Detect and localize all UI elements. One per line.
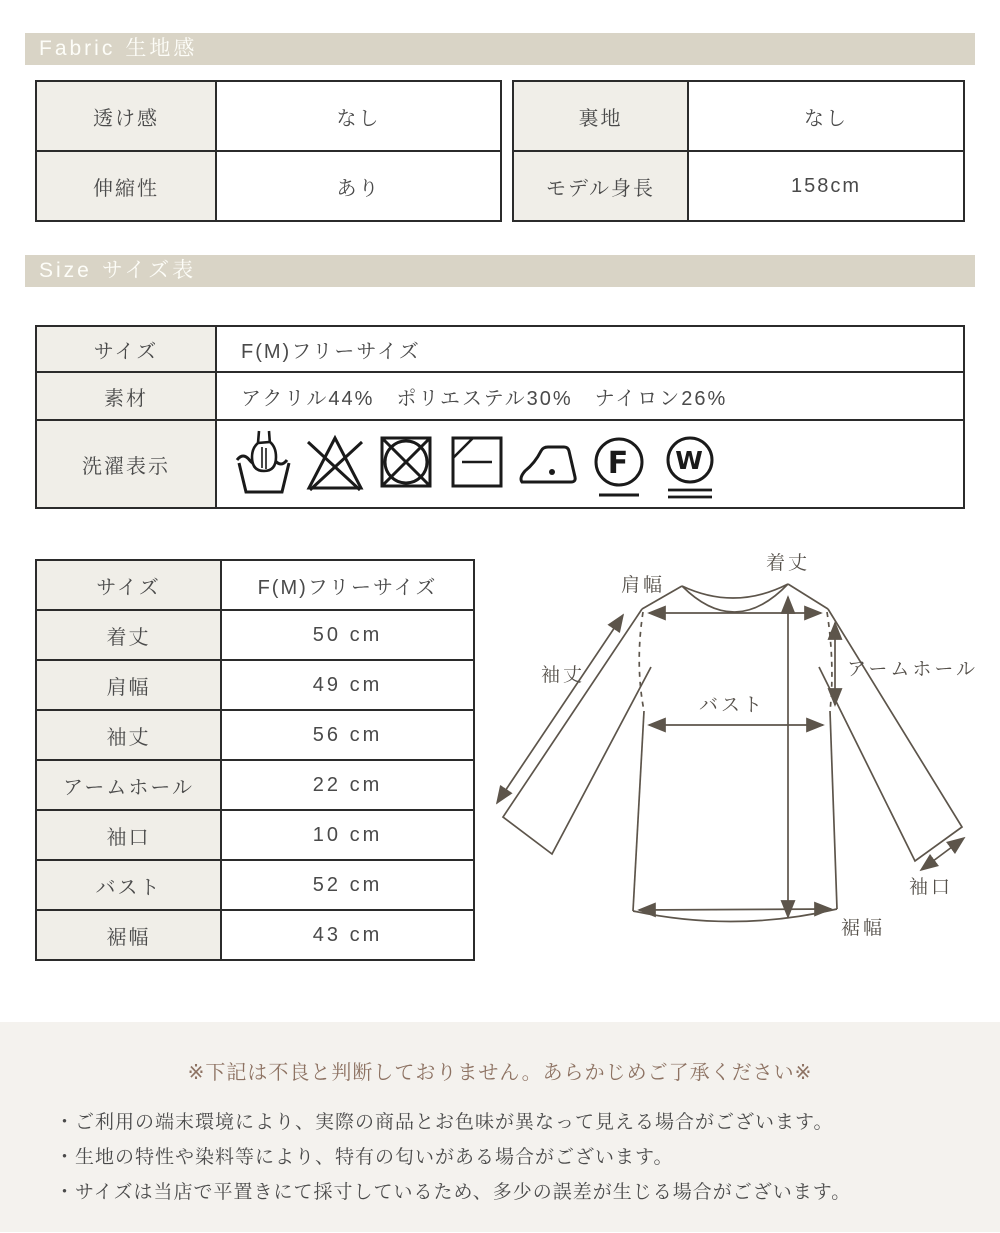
row-label: 伸縮性: [36, 151, 216, 221]
row-value: 56 cm: [221, 710, 474, 760]
row-label: 裏地: [513, 81, 688, 151]
row-value: F(M)フリーサイズ: [221, 560, 474, 610]
notice-bullet: ・生地の特性や染料等により、特有の匂いがある場合がございます。: [55, 1147, 674, 1168]
row-value: アクリル44% ポリエステル30% ナイロン26%: [216, 372, 964, 420]
table-row: [36, 910, 474, 960]
table-row: [36, 860, 474, 910]
row-label: 着丈: [36, 610, 221, 660]
sleeve-length-arrow: [497, 615, 623, 803]
row-label: 袖口: [36, 810, 221, 860]
table-row: [36, 372, 964, 420]
hem-curve: [633, 909, 837, 922]
size-section-header: [25, 255, 975, 287]
cuff-arrow: [921, 838, 964, 870]
notice-bullets: [55, 1105, 1000, 1210]
svg-text:F: F: [607, 446, 631, 481]
row-label: 透け感: [36, 81, 216, 151]
fabric-table-left: [35, 80, 502, 222]
row-value: 52 cm: [221, 860, 474, 910]
notice-bullet: ・ご利用の端末環境により、実際の商品とお色味が異なって見える場合がございます。: [55, 1112, 834, 1133]
do-not-tumble-dry-icon: [374, 426, 438, 502]
row-label: 肩幅: [36, 660, 221, 710]
row-label: モデル身長: [513, 151, 688, 221]
notice-bullet: ・サイズは当店で平置きにて採寸しているため、多少の誤差が生じる場合がございます。: [55, 1182, 852, 1203]
measurement-section: [35, 553, 1000, 966]
hand-wash-icon: [232, 426, 296, 502]
row-label: 素材: [36, 372, 216, 420]
table-row: [36, 660, 474, 710]
table-row: [36, 151, 501, 221]
row-label: サイズ: [36, 326, 216, 372]
fabric-table-right: [512, 80, 965, 222]
table-row: [36, 710, 474, 760]
care-symbols: [218, 422, 962, 506]
size-info-table: [35, 325, 965, 509]
row-value: 43 cm: [221, 910, 474, 960]
measurement-table: [35, 559, 475, 961]
table-row: [36, 610, 474, 660]
hem-width-arrow: [639, 909, 831, 910]
left-armhole-dashed: [639, 612, 644, 711]
row-value: 50 cm: [221, 610, 474, 660]
notice-title: ※下記は不良と判断しておりません。あらかじめご了承ください※: [187, 1062, 813, 1084]
diagram-label-bust: バスト: [698, 695, 766, 716]
row-value: 22 cm: [221, 760, 474, 810]
row-value: F(M)フリーサイズ: [216, 326, 964, 372]
row-label: バスト: [36, 860, 221, 910]
row-value: あり: [216, 151, 501, 221]
right-sleeve: [819, 609, 962, 861]
flat-dry-shade-icon: [445, 426, 509, 502]
fabric-section-header: [25, 33, 975, 65]
right-armhole-dashed: [827, 612, 832, 711]
diagram-label-shoulder: 肩幅: [620, 575, 666, 596]
row-label: サイズ: [36, 560, 221, 610]
table-row: [36, 810, 474, 860]
diagram-label-sleeve: 袖丈: [540, 665, 586, 686]
row-value: 158cm: [688, 151, 964, 221]
row-label: 袖丈: [36, 710, 221, 760]
table-row: [36, 760, 474, 810]
diagram-label-hem: 裾幅: [840, 918, 886, 939]
fabric-heading-ja: 生地感: [125, 37, 198, 60]
size-heading-ja: サイズ表: [101, 259, 197, 282]
row-value: なし: [216, 81, 501, 151]
size-heading-en: Size: [39, 259, 92, 282]
diagram-label-cuff: 袖口: [908, 877, 954, 898]
table-header-row: [36, 560, 474, 610]
table-row: [513, 151, 964, 221]
table-row: [513, 81, 964, 151]
row-value: なし: [688, 81, 964, 151]
fabric-tables: [35, 80, 965, 222]
row-value: 49 cm: [221, 660, 474, 710]
care-symbols-row: [36, 420, 964, 508]
dry-clean-f-icon: [587, 426, 651, 502]
diagram-label-armhole: アームホール: [847, 659, 979, 680]
table-row: [36, 81, 501, 151]
iron-low-heat-icon: [516, 426, 580, 502]
fabric-heading-en: Fabric: [39, 37, 116, 60]
diagram-label-length: 着丈: [765, 553, 811, 574]
row-label: 洗濯表示: [36, 420, 216, 508]
back-neckline: [682, 584, 788, 598]
row-label: アームホール: [36, 760, 221, 810]
row-value: 10 cm: [221, 810, 474, 860]
right-body-line: [830, 711, 837, 909]
svg-text:W: W: [675, 446, 705, 475]
table-row: [36, 326, 964, 372]
left-sleeve: [503, 609, 651, 854]
wet-clean-w-icon: [658, 426, 722, 502]
notice-panel: [0, 1022, 1000, 1232]
row-label: 裾幅: [36, 910, 221, 960]
right-shoulder-line: [788, 584, 828, 609]
do-not-bleach-icon: [303, 426, 367, 502]
left-body-line: [633, 711, 644, 911]
garment-diagram: [475, 539, 997, 966]
